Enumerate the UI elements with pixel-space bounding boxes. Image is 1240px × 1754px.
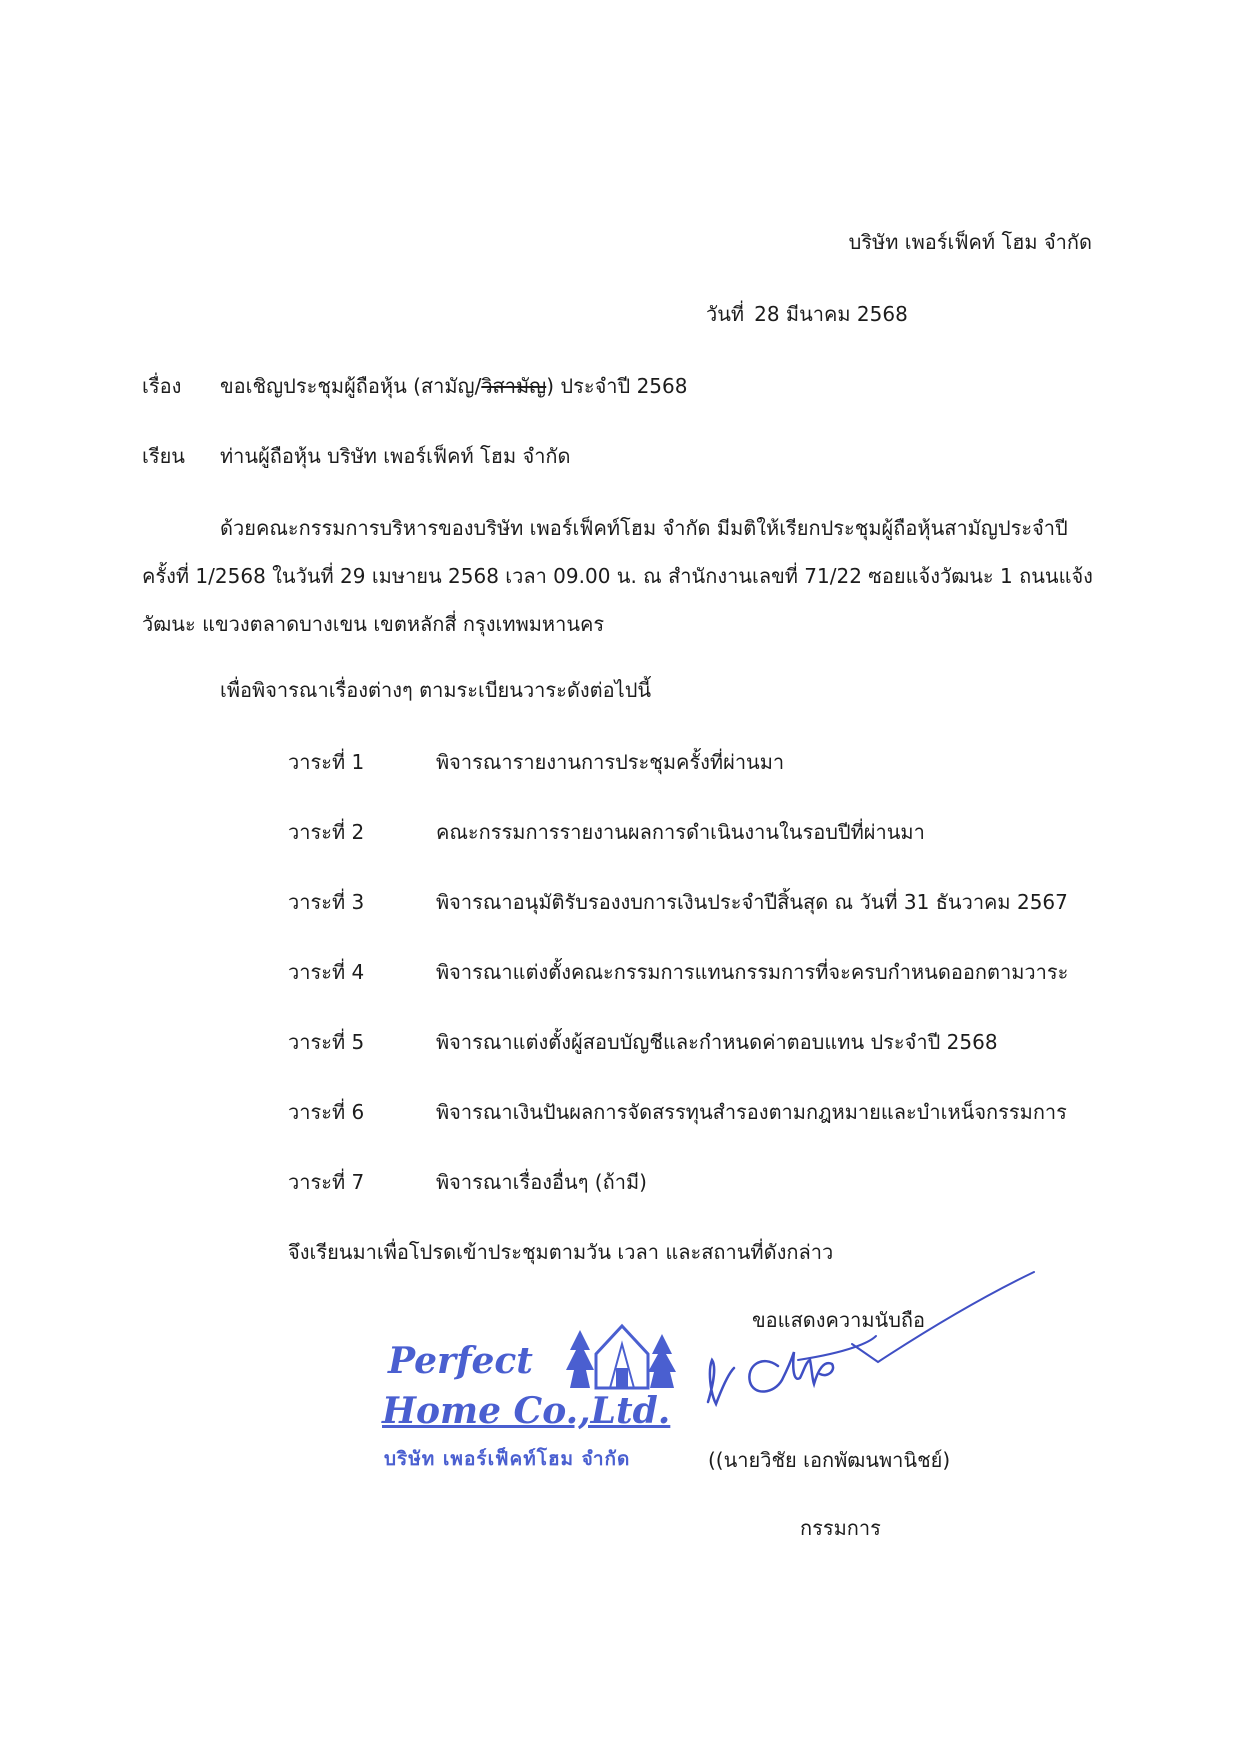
agenda-number: วาระที่ 5 bbox=[288, 1030, 365, 1054]
stamp-line-3: บริษัท เพอร์เฟ็คท์โฮม จำกัด bbox=[384, 1448, 631, 1470]
subject-label: เรื่อง bbox=[142, 374, 182, 398]
subject-struck-text: วิสามัญ bbox=[481, 374, 547, 398]
recipient-label: เรียน bbox=[142, 444, 185, 468]
agenda-item bbox=[288, 1098, 1088, 1128]
agenda-number: วาระที่ 7 bbox=[288, 1170, 365, 1194]
subject-text-after: ) ประจำปี 2568 bbox=[546, 374, 688, 398]
date-label: วันที่ bbox=[706, 302, 745, 326]
agenda-text: พิจารณาแต่งตั้งคณะกรรมการแทนกรรมการที่จะครบกำหนดออกตามวาระ bbox=[436, 960, 1069, 984]
signature-image bbox=[700, 1270, 1040, 1420]
agenda-item bbox=[288, 888, 1088, 918]
agenda-text: พิจารณาเรื่องอื่นๆ (ถ้ามี) bbox=[436, 1170, 647, 1194]
stamp-line-2: Home Co.,Ltd. bbox=[382, 1390, 671, 1432]
body-paragraph bbox=[142, 504, 1092, 648]
subject-text-before: ขอเชิญประชุมผู้ถือหุ้น (สามัญ/ bbox=[220, 374, 482, 398]
regards-text: ขอแสดงความนับถือ bbox=[752, 1308, 926, 1332]
closing-text: จึงเรียนมาเพื่อโปรดเข้าประชุมตามวัน เวลา และสถานที่ดังกล่าว bbox=[288, 1240, 834, 1264]
agenda-text: พิจารณาอนุมัติรับรองงบการเงินประจำปีสิ้นสุด ณ วันที่ 31 ธันวาคม 2567 bbox=[436, 890, 1068, 914]
signer-position: กรรมการ bbox=[800, 1516, 881, 1540]
company-stamp bbox=[382, 1320, 682, 1470]
agenda-item bbox=[288, 958, 1088, 988]
date-value: 28 มีนาคม 2568 bbox=[754, 302, 908, 326]
agenda-item bbox=[288, 1168, 1088, 1198]
body-line: วัฒนะ แขวงตลาดบางเขน เขตหลักสี่ กรุงเทพมหานคร bbox=[142, 612, 605, 636]
agenda-number: วาระที่ 4 bbox=[288, 960, 365, 984]
company-name: บริษัท เพอร์เฟ็คท์ โฮม จำกัด bbox=[848, 230, 1092, 254]
agenda-intro: เพื่อพิจารณาเรื่องต่างๆ ตามระเบียนวาระดังต่อไปนี้ bbox=[220, 678, 652, 702]
agenda-text: พิจารณาแต่งตั้งผู้สอบบัญชีและกำหนดค่าตอบแทน ประจำปี 2568 bbox=[436, 1030, 998, 1054]
agenda-text: พิจารณารายงานการประชุมครั้งที่ผ่านมา bbox=[436, 750, 785, 774]
body-line: ครั้งที่ 1/2568 ในวันที่ 29 เมษายน 2568 เวลา 09.00 น. ณ สำนักงานเลขที่ 71/22 ซอยแจ้งวัฒนะ 1 ถนนแจ้ง bbox=[142, 564, 1093, 588]
subject-text bbox=[220, 372, 687, 400]
recipient-text: ท่านผู้ถือหุ้น บริษัท เพอร์เฟ็คท์ โฮม จำกัด bbox=[220, 444, 571, 468]
letter-date bbox=[706, 300, 908, 328]
signer-name: ((นายวิชัย เอกพัฒนพานิชย์) bbox=[708, 1448, 951, 1472]
agenda-number: วาระที่ 1 bbox=[288, 750, 365, 774]
agenda-item bbox=[288, 1028, 1088, 1058]
agenda-item bbox=[288, 748, 1088, 778]
stamp-line-1: Perfect bbox=[388, 1340, 533, 1382]
house-tree-logo bbox=[560, 1320, 680, 1390]
agenda-item bbox=[288, 818, 1088, 848]
agenda-number: วาระที่ 2 bbox=[288, 820, 365, 844]
agenda-text: พิจารณาเงินปันผลการจัดสรรทุนสำรองตามกฎหมายและบำเหน็จกรรมการ bbox=[436, 1100, 1067, 1124]
agenda-number: วาระที่ 3 bbox=[288, 890, 365, 914]
agenda-number: วาระที่ 6 bbox=[288, 1100, 365, 1124]
body-line: ด้วยคณะกรรมการบริหารของบริษัท เพอร์เฟ็คท์โฮม จำกัด มีมติให้เรียกประชุมผู้ถือหุ้นสามัญประจำปี bbox=[220, 516, 1068, 540]
agenda-text: คณะกรรมการรายงานผลการดำเนินงานในรอบปีที่ผ่านมา bbox=[436, 820, 925, 844]
